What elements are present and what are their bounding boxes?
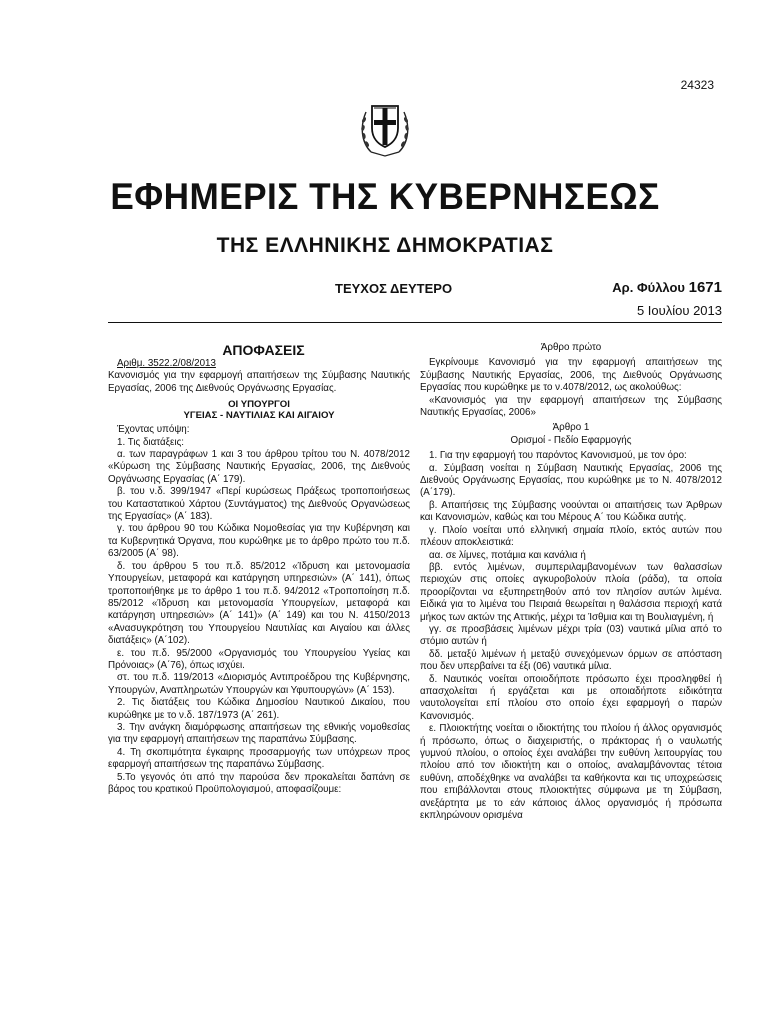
paragraph: β. του ν.δ. 399/1947 «Περί κυρώσεως Πράξεως τροποποιήσεως του Καταστατικού Χάρτου (Συντάγματος) της Διεθνούς Οργανώσεως της Εργασίας» (Α΄ 183).: [108, 486, 410, 523]
page-number: 24323: [680, 78, 714, 92]
ministers-line-1: ΟΙ ΥΠΟΥΡΓΟΙ: [228, 399, 290, 411]
right-column: [420, 342, 722, 822]
issue-label: Αρ. Φύλλου: [612, 280, 685, 295]
paragraph: γγ. σε προσβάσεις λιμένων μέχρι τρία (03) ναυτικά μίλια από το στόμιο αυτών ή: [420, 623, 722, 648]
decision-number: Αριθμ. 3522.2/08/2013: [117, 358, 216, 369]
paragraph: 1. Τις διατάξεις:: [117, 436, 185, 448]
article-1-subtitle: Ορισμοί - Πεδίο Εφαρμογής: [510, 434, 632, 446]
masthead-subtitle: ΤΗΣ ΕΛΛΗΝΙΚΗΣ ΔΗΜΟΚΡΑΤΙΑΣ: [216, 234, 554, 257]
paragraph: στ. του π.δ. 119/2013 «Διορισμός Αντιπροέδρου της Κυβέρνησης, Υπουργών, Αναπληρωτών Υπουργών και Υφυπουργών» (Α΄ 153).: [108, 672, 410, 696]
paragraph: ε. του π.δ. 95/2000 «Οργανισμός του Υπουργείου Υγείας και Πρόνοιας» (Α΄76), όπως ισχύει.: [108, 647, 410, 671]
paragraph: γ. Πλοίο νοείται υπό ελληνική σημαία πλοίο, εκτός αυτών που πλέουν αποκλειστικά:: [420, 524, 722, 549]
paragraph: δ. του άρθρου 5 του π.δ. 85/2012 «Ίδρυση και μετονομασία Υπουργείων, μεταφορά και κατάργηση υπηρεσιών» (Α΄ 141), όπως τροποποιήθηκε με το άρθρο 1 του π.δ. 94/2012 «Τροποποίηση π.δ. 85/2012 «Ίδρυση και μετονομασία Υπουργείων, μεταφορά και κατάργηση υπηρεσιών» (Α΄ 141)» (Α΄ 149) και του Ν. 4150/2013 «Ανασυγκρότηση του Υπουργείου Ναυτιλίας και Αιγαίου και άλλες διατάξεις» (Α΄102).: [108, 560, 410, 647]
paragraph: 4. Τη σκοπιμότητα έγκαιρης προσαρμογής των υπόχρεων προς εφαρμογή απαιτήσεων της παραπάνω Σύμβασης.: [108, 746, 410, 771]
paragraph: «Κανονισμός για την εφαρμογή απαιτήσεων της Σύμβασης Ναυτικής Εργασίας, 2006»: [420, 394, 722, 419]
issue-series: ΤΕΥΧΟΣ ΔΕΥΤΕΡΟ: [335, 281, 453, 296]
ministers-line-2: ΥΓΕΙΑΣ - ΝΑΥΤΙΛΙΑΣ ΚΑΙ ΑΙΓΑΙΟΥ: [183, 410, 335, 422]
paragraph: αα. σε λίμνες, ποτάμια και κανάλια ή: [429, 549, 586, 561]
left-column: [108, 342, 410, 796]
ministers-heading: [108, 399, 410, 421]
masthead-title: ΕΦΗΜΕΡΙΣ ΤΗΣ ΚΥΒΕΡΝΗΣΕΩΣ: [110, 176, 660, 217]
paragraph: 2. Τις διατάξεις του Κώδικα Δημοσίου Ναυτικού Δικαίου, που κυρώθηκε με το ν.δ. 187/1973 (Α΄ 261).: [108, 697, 410, 721]
section-title: ΑΠΟΦΑΣΕΙΣ: [222, 342, 305, 358]
paragraph: β. Απαιτήσεις της Σύμβασης νοούνται οι απαιτήσεις των Άρθρων και Κανονισμών, καθώς και του Μέρους Α΄ του Κώδικα αυτής.: [420, 499, 722, 524]
header-divider: [108, 322, 722, 323]
decision-subject: Κανονισμός για την εφαρμογή απαιτήσεων της Σύμβασης Ναυτικής Εργασίας, 2006 της Διεθνούς Οργάνωσης Εργασίας.: [108, 370, 410, 394]
paragraph: 1. Για την εφαρμογή του παρόντος Κανονισμού, με τον όρο:: [429, 450, 687, 462]
article-1-title: Άρθρο 1: [552, 422, 590, 434]
paragraph: α. Σύμβαση νοείται η Σύμβαση Ναυτικής Εργασίας, 2006 της Διεθνούς Οργάνωσης Εργασίας, που κυρώθηκε με το Ν. 4078/2012 (Α΄179).: [420, 462, 722, 499]
article-first-title: Άρθρο πρώτο: [540, 342, 602, 353]
greek-coat-of-arms-icon: [357, 94, 413, 158]
issue-number-block: [612, 279, 722, 296]
paragraph: δ. Ναυτικός νοείται οποιοδήποτε πρόσωπο έχει προσληφθεί ή απασχολείται ή εργάζεται και με οποιαδήποτε ειδικότητα ναυτολογείται επί πλοίου στο οποίο έχει εφαρμογή ο παρών Κανονισμός.: [420, 673, 722, 722]
paragraph: Εγκρίνουμε Κανονισμό για την εφαρμογή απαιτήσεων της Σύμβασης Ναυτικής Εργασίας, 2006, της Διεθνούς Οργάνωσης Εργασίας που κυρώθηκε με το ν.4078/2012, ως ακολούθως:: [420, 357, 722, 394]
paragraph: γ. του άρθρου 90 του Κώδικα Νομοθεσίας για την Κυβέρνηση και τα Κυβερνητικά Όργανα, που κυρώθηκε με το άρθρο πρώτο του π.δ. 63/2005 (Α΄ 98).: [108, 523, 410, 560]
issue-number: 1671: [688, 279, 722, 296]
paragraph: α. των παραγράφων 1 και 3 του άρθρου τρίτου του Ν. 4078/2012 «Κύρωση της Σύμβασης Ναυτικής Εργασίας, 2006, της Διεθνούς Οργάνωσης Εργασίας (Α΄ 179).: [108, 449, 410, 485]
paragraph: ε. Πλοιοκτήτης νοείται ο ιδιοκτήτης του πλοίου ή άλλος οργανισμός ή πρόσωπο, όπως ο διαχειριστής, ο πράκτορας ή ο ναυλωτής γυμνού πλοίου, ο οποίος έχει αναλάβει την ευθύνη λειτουργίας του πλοίου από τον ιδιοκτήτη και ο οποίος, αναλαμβάνοντας τέτοια ευθύνη, αποδέχθηκε να αναλάβει τα καθήκοντα και τις υποχρεώσεις που επιβάλλονται στους πλοιοκτήτες σύμφωνα με τη Σύμβαση, ανεξάρτητα με το εάν κάποιος άλλος οργανισμός ή πρόσωπα εκπληρώνουν ορισμένα: [420, 723, 722, 822]
paragraph: ββ. εντός λιμένων, συμπεριλαμβανομένων των θαλασσίων περιοχών στις οποίες αγκυροβολούν πλοία (ράδα), τα οποία προορίζονται να εξυπηρετηθούν από τον πλησίον αυτών λιμένα. Ειδικά για το λιμένα του Πειραιά θεωρείται η θαλάσσια περιοχή κατά μήκος των ακτών της Αττικής, μέχρι τα Ίσθμια και τη Βουλιαγμένη, ή: [420, 561, 722, 623]
paragraph: 3. Την ανάγκη διαμόρφωσης απαιτήσεων της εθνικής νομοθεσίας για την εφαρμογή απαιτήσεων της παραπάνω Σύμβασης.: [108, 721, 410, 746]
paragraph: δδ. μεταξύ λιμένων ή μεταξύ συνεχόμενων όρμων σε απόσταση που δεν υπερβαίνει τα έξι (06) ναυτικά μίλια.: [420, 648, 722, 673]
paragraph: 5.Το γεγονός ότι από την παρούσα δεν προκαλείται δαπάνη σε βάρος του κρατικού Προϋπολογισμού, αποφασίζουμε:: [108, 771, 410, 795]
issue-date: 5 Ιουλίου 2013: [636, 303, 722, 318]
paragraph: Έχοντας υπόψη:: [117, 424, 190, 436]
